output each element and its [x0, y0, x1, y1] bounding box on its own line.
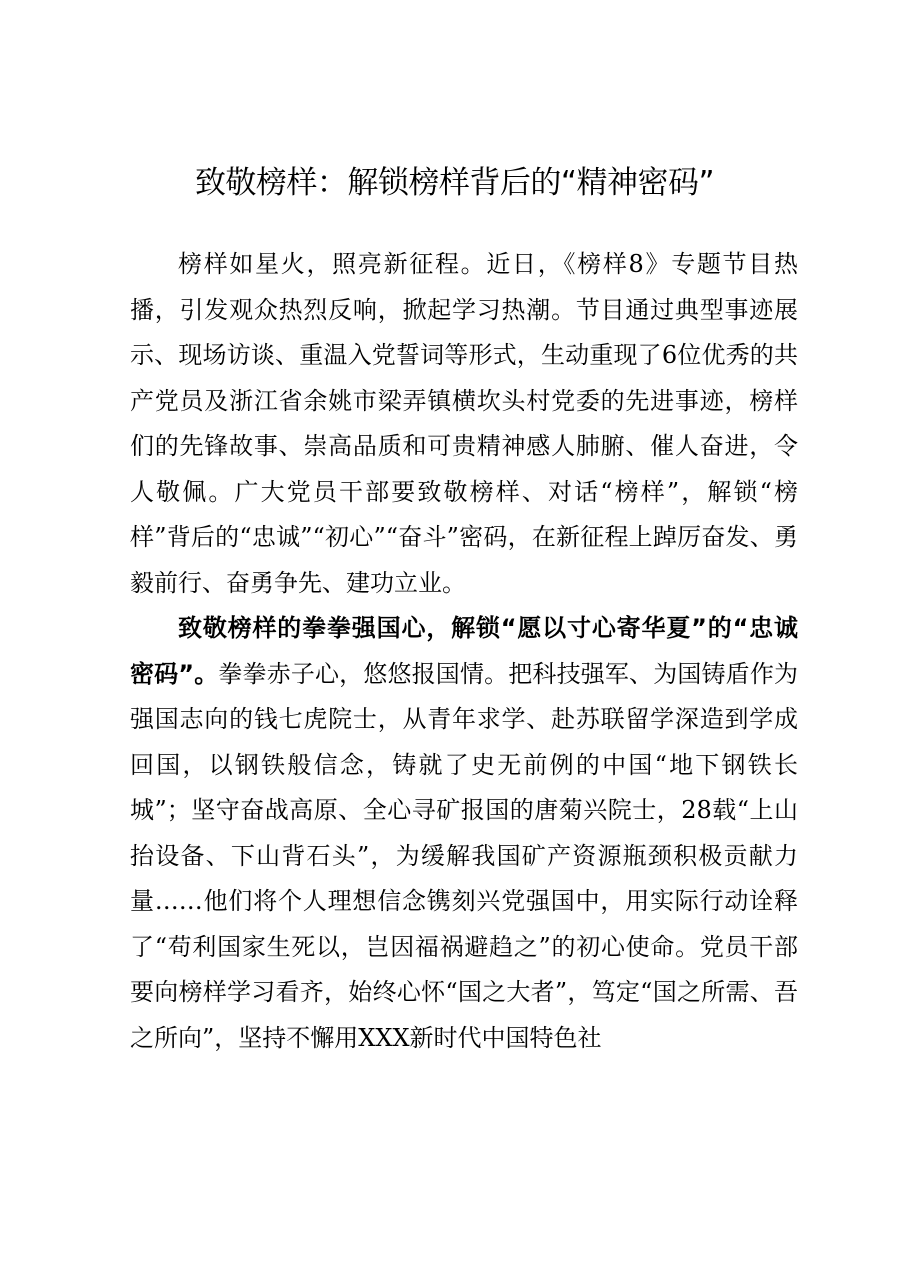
- paragraph-intro: 榜样如星火，照亮新征程。近日，《榜样8》专题节目热播，引发观众热烈反响，掀起学习热潮。节目通过典型事迹展示、现场访谈、重温入党誓词等形式，生动重现了6位优秀的共产党员及浙江省余姚市梁弄镇横坎头村党委的先进事迹，榜样们的先锋故事、崇高品质和可贵精神感人肺腑、催人奋进，令人敬佩。广大党员干部要致敬榜样、对话“榜样”，解锁“榜样”背后的“忠诚”“初心”“奋斗”密码，在新征程上踔厉奋发、勇毅前行、奋勇争先、建功立业。: [130, 250, 798, 597]
- document-title: 致敬榜样：解锁榜样背后的“精神密码”: [194, 165, 715, 201]
- paragraph-loyalty-body: 拳拳赤子心，悠悠报国情。把科技强军、为国铸盾作为强国志向的钱七虎院士，从青年求学、赴苏联留学深造到学成回国，以钢铁般信念，铸就了史无前例的中国“地下钢铁长城”；坚守奋战高原、全心寻矿报国的唐菊兴院士，28载“上山抬设备、下山背石头”，为缓解我国矿产资源瓶颈积极贡献力量……他们将个人理想信念镌刻兴党强国中，用实际行动诠释了“苟利国家生死以，岂因福祸避趋之”的初心使命。党员干部要向榜样学习看齐，始终心怀“国之大者”，笃定“国之所需、吾之所向”，坚持不懈用XXX新时代中国特色社: [130, 659, 798, 1052]
- paragraph-loyalty: [130, 606, 798, 1061]
- paragraph-loyalty-lead: 致敬榜样的拳拳强国心，解锁“愿以寸心寄华夏”的“忠诚密码”。: [130, 614, 798, 688]
- document-body: [130, 242, 798, 1061]
